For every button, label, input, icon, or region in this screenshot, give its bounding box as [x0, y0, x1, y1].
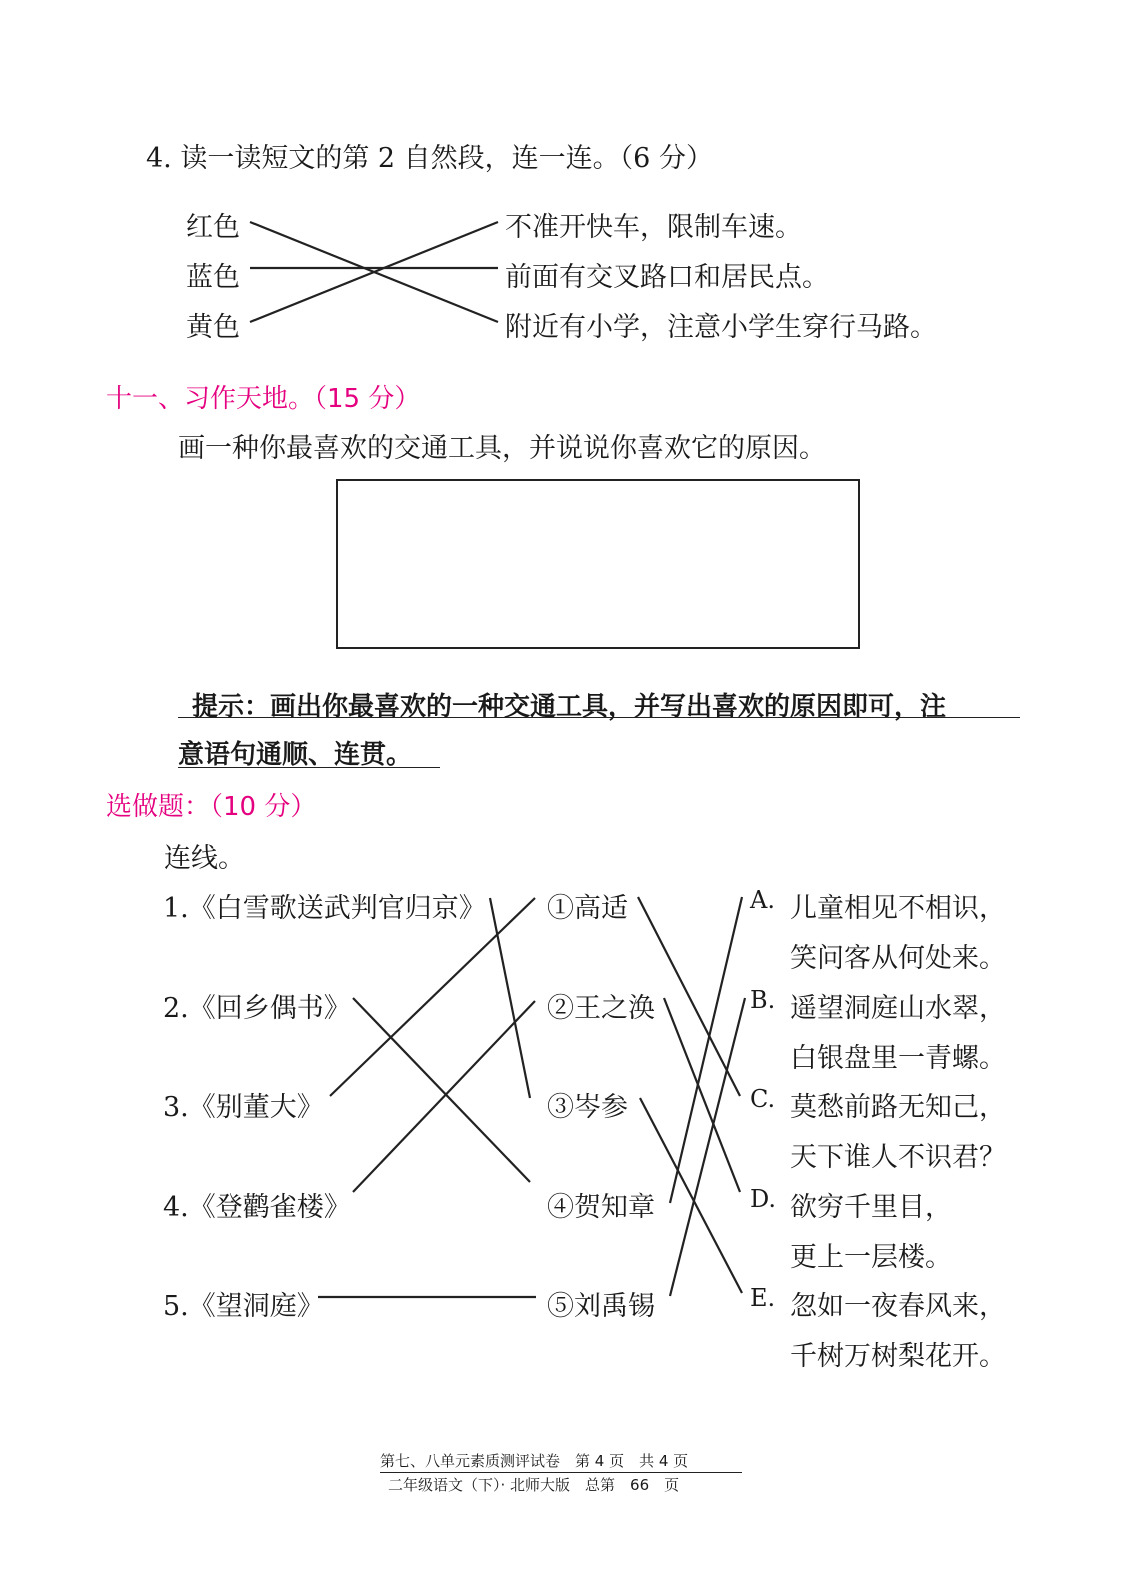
verse-line: 遥望洞庭山水翠，: [790, 993, 1006, 1024]
verse-line: 儿童相见不相识，: [790, 893, 1006, 924]
verse-line: 白银盘里一青螺。: [790, 1043, 1006, 1074]
verse-line: 笑问客从何处来。: [790, 943, 1006, 974]
verse-label: D.: [750, 1185, 777, 1213]
poem3-author1-line: [330, 898, 535, 1096]
section-11-prompt: 画一种你最喜欢的交通工具，并说说你喜欢它的原因。: [178, 433, 826, 464]
author-item: ①高适: [547, 893, 628, 924]
hint-line-2: 意语句通顺、连贯。: [178, 740, 413, 770]
poem-item: 4.《登鹳雀楼》: [163, 1192, 351, 1223]
poem-item: 5.《望洞庭》: [163, 1291, 324, 1322]
author-item: ④贺知章: [547, 1192, 655, 1223]
author-item: ⑤刘禹锡: [547, 1291, 655, 1322]
meaning-crossroad: 前面有交叉路口和居民点。: [505, 262, 829, 293]
verse-label: C.: [750, 1085, 776, 1113]
poem1-author3-line: [490, 898, 530, 1098]
verse-line: 更上一层楼。: [790, 1242, 952, 1273]
poem-item: 1.《白雪歌送武判官归京》: [163, 893, 486, 924]
poem-item: 2.《回乡偶书》: [163, 993, 351, 1024]
verse-line: 千树万树梨花开。: [790, 1341, 1006, 1372]
verse-line: 欲穷千里目，: [790, 1192, 952, 1223]
hint-underline-1: [178, 717, 1020, 718]
hint-line-1: 提示：画出你最喜欢的一种交通工具，并写出喜欢的原因即可，注: [192, 692, 947, 722]
section-11-heading: 十一、习作天地。（15 分）: [106, 384, 421, 414]
author3-verseE-line: [640, 1098, 742, 1293]
author2-verseD-line: [664, 998, 740, 1192]
drawing-box: [336, 479, 860, 649]
color-red-label: 红色: [186, 212, 240, 243]
meaning-speed-limit: 不准开快车，限制车速。: [505, 212, 802, 243]
verse-label: A.: [750, 886, 775, 914]
verse-line: 天下谁人不识君？: [790, 1142, 1006, 1173]
poem2-author4-line: [353, 998, 530, 1182]
author-item: ②王之涣: [547, 993, 655, 1024]
optional-heading: 选做题：（10 分）: [106, 792, 317, 822]
verse-label: B.: [750, 986, 776, 1014]
footer-line-1: 第七、八单元素质测评试卷 第 4 页 共 4 页: [380, 1452, 689, 1470]
hint-underline-2: [178, 767, 440, 768]
verse-line: 忽如一夜春风来，: [790, 1291, 1006, 1322]
color-yellow-label: 黄色: [186, 312, 240, 343]
question-4-title: 4. 读一读短文的第 2 自然段，连一连。（6 分）: [146, 143, 713, 174]
author-item: ③岑参: [547, 1092, 628, 1123]
verse-label: E.: [750, 1284, 776, 1312]
meaning-school-nearby: 附近有小学，注意小学生穿行马路。: [505, 312, 937, 343]
color-blue-label: 蓝色: [186, 262, 240, 293]
poem-item: 3.《别董大》: [163, 1092, 324, 1123]
footer-line-2: 二年级语文（下）· 北师大版 总第 66 页: [388, 1476, 680, 1494]
poem4-author2-line: [353, 1001, 535, 1192]
footer-divider: [380, 1472, 742, 1473]
optional-instruction: 连线。: [164, 843, 245, 874]
verse-line: 莫愁前路无知己，: [790, 1092, 1006, 1123]
